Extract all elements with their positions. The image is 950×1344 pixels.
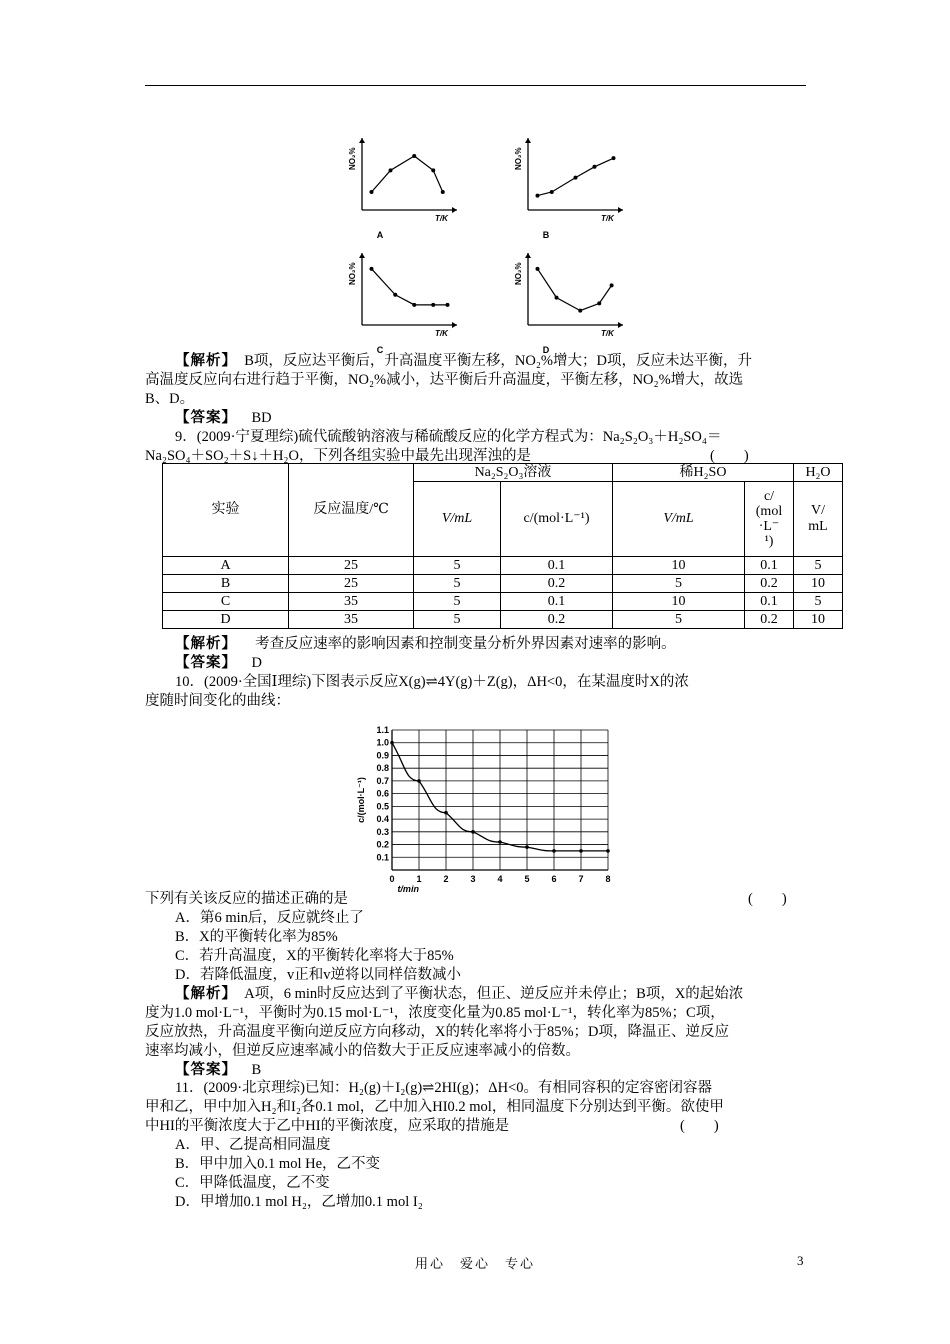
table-cell: 0.2 (745, 575, 794, 593)
option-d: D．甲增加0.1 mol H₂，乙增加0.1 mol I₂ (175, 1194, 423, 1210)
x-axis-arrow (618, 207, 623, 213)
graph-label: B (542, 230, 550, 240)
q8-analysis (145, 352, 806, 428)
y-tick-label: 0.1 (376, 852, 389, 863)
data-point (597, 301, 601, 305)
question-text: 9．(2009·宁夏理综)硫代硫酸钠溶液与稀硫酸反应的化学方程式为：Na₂S₂O₃＋H₂SO₄＝ (175, 429, 722, 445)
th-c: c/(mol·L⁻¹) (501, 482, 613, 557)
question-text: 11．(2009·北京理综)已知：H₂(g)＋I₂(g)⇌2HI(g)；ΔH<0。有相同容积的定容密闭容器 (175, 1080, 713, 1096)
y-tick-label: 0.5 (376, 801, 389, 812)
option-c: C．若升高温度，X的平衡转化率将大于85% (175, 948, 454, 964)
table-cell: 5 (794, 593, 843, 611)
table-row (163, 593, 843, 611)
q10-stem (145, 673, 806, 711)
option-a: A．第6 min后，反应就终止了 (175, 910, 364, 926)
data-point (550, 190, 554, 194)
data-point (610, 283, 614, 287)
answer-text: D (251, 655, 262, 671)
x-tick-label: 5 (524, 874, 530, 884)
q9-analysis (145, 635, 806, 673)
table-cell: 5 (414, 593, 501, 611)
option-c: C．甲降低温度，乙不变 (175, 1175, 330, 1191)
y-tick-label: 0.8 (376, 763, 389, 774)
data-point (431, 303, 435, 307)
table-cell: 0.1 (745, 557, 794, 575)
table-cell: A (163, 557, 289, 575)
option-b: B．X的平衡转化率为85% (175, 929, 338, 945)
table-cell: 0.2 (501, 611, 613, 629)
analysis-text: 考查反应速率的影响因素和控制变量分析外界因素对速率的影响。 (255, 636, 676, 652)
data-point (370, 267, 374, 271)
y-tick-label: 0.4 (376, 814, 389, 825)
x-axis-label: T/K (601, 329, 614, 338)
y-axis-label: c/(mol·L⁻¹) (356, 777, 366, 823)
y-tick-label: 0.6 (376, 788, 389, 799)
th-temp: 反应温度/℃ (289, 464, 414, 557)
y-tick-label: 0.9 (376, 750, 389, 761)
table-cell: 25 (289, 557, 414, 575)
y-tick-label: 0.2 (376, 839, 389, 850)
th-c-col: c/ (mol ·L⁻ ¹) (745, 482, 794, 557)
curve (372, 156, 443, 192)
data-point (389, 168, 393, 172)
table-cell: 25 (289, 575, 414, 593)
graph-d (514, 253, 623, 355)
table-row (163, 557, 843, 575)
answer-bracket: ( ) (748, 891, 787, 907)
y-axis-label: NO₂% (348, 147, 357, 170)
data-point (471, 830, 475, 834)
analysis-text: B项，反应达平衡后，升高温度平衡左移，NO₂%增大；D项，反应未达平衡，升 (244, 353, 752, 369)
table-cell: 5 (613, 575, 745, 593)
graph-b (514, 138, 623, 240)
question-text: 中HI的平衡浓度大于乙中HI的平衡浓度，应采取的措施是 (145, 1118, 510, 1134)
data-point (498, 840, 502, 844)
table-cell: 10 (613, 557, 745, 575)
analysis-text: 反应放热，升高温度平衡向逆反应方向移动，X的转化率将小于85%；D项，降温正、逆反应 (145, 1024, 730, 1040)
table-cell: 35 (289, 593, 414, 611)
q9-stem (145, 428, 806, 466)
answer-text: B (251, 1062, 262, 1078)
y-axis-arrow (525, 138, 531, 143)
table-cell: 0.2 (745, 611, 794, 629)
daan-tag: 【答案】 (175, 1062, 237, 1078)
question-text: Na₂SO₄＋SO₂＋S↓＋H₂O，下列各组实验中最先出现浑浊的是 (145, 448, 531, 464)
data-point (555, 296, 559, 300)
data-point (446, 303, 450, 307)
option-a: A．甲、乙提高相同温度 (175, 1137, 331, 1153)
question-text: 10．(2009·全国Ⅰ理综)下图表示反应X(g)⇌4Y(g)＋Z(g)，ΔH<0，在某温度时X的浓 (175, 674, 689, 690)
x-axis-arrow (452, 322, 457, 328)
x-axis-arrow (618, 322, 623, 328)
th-na2s2o3: Na₂S₂O₃溶液 (414, 464, 613, 482)
graph-label: D (542, 345, 550, 355)
data-point (412, 154, 416, 158)
table-cell: 5 (794, 557, 843, 575)
y-axis-arrow (525, 253, 531, 258)
analysis-text: B、D。 (145, 391, 195, 407)
data-point (593, 165, 597, 169)
table-cell: 5 (414, 557, 501, 575)
data-point (606, 849, 610, 853)
data-point (612, 156, 616, 160)
x-axis-label: t/min (397, 884, 419, 893)
table-cell: 10 (613, 593, 745, 611)
analysis-text: 度为1.0 mol·L⁻¹，平衡时为0.15 mol·L⁻¹，浓度变化量为0.85 mol·L⁻¹，转化率为85%；C项， (145, 1005, 725, 1021)
experiment-table (162, 463, 843, 629)
data-point (417, 779, 421, 783)
y-axis-arrow (359, 138, 365, 143)
data-point (431, 168, 435, 172)
graph-c (348, 253, 457, 355)
data-point (412, 303, 416, 307)
data-point (536, 194, 540, 198)
table-cell: 0.1 (745, 593, 794, 611)
table-cell: 5 (414, 575, 501, 593)
analysis-text: 速率均减小，但逆反应速率减小的倍数大于正反应速率减小的倍数。 (145, 1043, 580, 1059)
footer-motto: 用心 爱心 专心 (414, 1256, 535, 1271)
table-cell: 5 (414, 611, 501, 629)
question-text: 下列有关该反应的描述正确的是 (145, 891, 348, 907)
th-v: V/mL (414, 482, 501, 557)
q10-options (145, 890, 806, 1080)
x-axis-label: T/K (435, 214, 448, 223)
th-acid: 稀H₂SO (613, 464, 794, 482)
answer-bracket: ( ) (710, 448, 749, 464)
table-cell: D (163, 611, 289, 629)
x-tick-label: 8 (605, 874, 611, 884)
answer-text: BD (251, 410, 272, 426)
y-tick-label: 1.1 (376, 725, 389, 735)
data-point (574, 176, 578, 180)
x-tick-label: 3 (470, 874, 476, 884)
data-point (578, 309, 582, 313)
data-point (579, 849, 583, 853)
table-cell: 5 (613, 611, 745, 629)
y-axis-label: NO₂% (514, 147, 523, 170)
data-point (444, 811, 448, 815)
y-axis-label: NO₂% (514, 262, 523, 285)
no2-graphs (340, 130, 650, 355)
jiexi-tag: 【解析】 (175, 353, 237, 369)
curve (372, 269, 448, 305)
jiexi-tag: 【解析】 (175, 636, 237, 652)
table-cell: B (163, 575, 289, 593)
y-tick-label: 0.7 (376, 775, 389, 786)
table-cell: 10 (794, 611, 843, 629)
th-v-water: V/ mL (794, 482, 843, 557)
daan-tag: 【答案】 (175, 655, 237, 671)
table-cell: 10 (794, 575, 843, 593)
x-tick-label: 6 (551, 874, 557, 884)
data-point (390, 741, 394, 745)
table-cell: 0.2 (501, 575, 613, 593)
x-axis-label: T/K (435, 329, 448, 338)
graph-label: A (376, 230, 384, 240)
data-point (370, 190, 374, 194)
table-cell: 0.1 (501, 557, 613, 575)
data-point (552, 849, 556, 853)
table-cell: C (163, 593, 289, 611)
analysis-text: 高温度反应向右进行趋于平衡，NO₂%减小，达平衡后升高温度，平衡左移，NO₂%增大，故选 (145, 372, 744, 388)
x-axis-label: T/K (601, 214, 614, 223)
question-text: 甲和乙，甲中加入H₂和I₂各0.1 mol，乙中加入HI0.2 mol，相同温度下分别达到平衡。欲使甲 (145, 1099, 724, 1115)
concentration-chart (340, 718, 620, 893)
q11 (145, 1079, 806, 1212)
y-tick-label: 1.0 (376, 737, 389, 748)
y-axis-arrow (359, 253, 365, 258)
x-tick-label: 4 (497, 874, 503, 884)
header-rule (145, 85, 806, 86)
question-text: 度随时间变化的曲线： (145, 693, 290, 709)
x-axis-arrow (452, 207, 457, 213)
analysis-text: A项，6 min时反应达到了平衡状态，但正、逆反应并未停止；B项，X的起始浓 (244, 986, 744, 1002)
data-point (441, 190, 445, 194)
data-point (525, 845, 529, 849)
graph-label: C (376, 345, 384, 355)
table-row (163, 575, 843, 593)
table-cell: 35 (289, 611, 414, 629)
y-tick-label: 0.3 (376, 826, 389, 837)
option-d: D．若降低温度，v正和v逆将以同样倍数减小 (175, 967, 461, 983)
graph-a (348, 138, 457, 240)
x-tick-label: 7 (578, 874, 584, 884)
y-axis-label: NO₂% (348, 262, 357, 285)
th-v: V/mL (613, 482, 745, 557)
th-exp: 实验 (163, 464, 289, 557)
th-water: H₂O (794, 464, 843, 482)
page-number: 3 (797, 1253, 804, 1268)
jiexi-tag: 【解析】 (175, 986, 237, 1002)
data-point (393, 293, 397, 297)
table-row (163, 611, 843, 629)
table-cell: 0.1 (501, 593, 613, 611)
option-b: B．甲中加入0.1 mol He，乙不变 (175, 1156, 381, 1172)
x-tick-label: 0 (389, 874, 395, 884)
data-point (536, 267, 540, 271)
answer-bracket: ( ) (680, 1118, 719, 1134)
daan-tag: 【答案】 (175, 410, 237, 426)
x-tick-label: 2 (443, 874, 449, 884)
x-tick-label: 1 (416, 874, 422, 884)
